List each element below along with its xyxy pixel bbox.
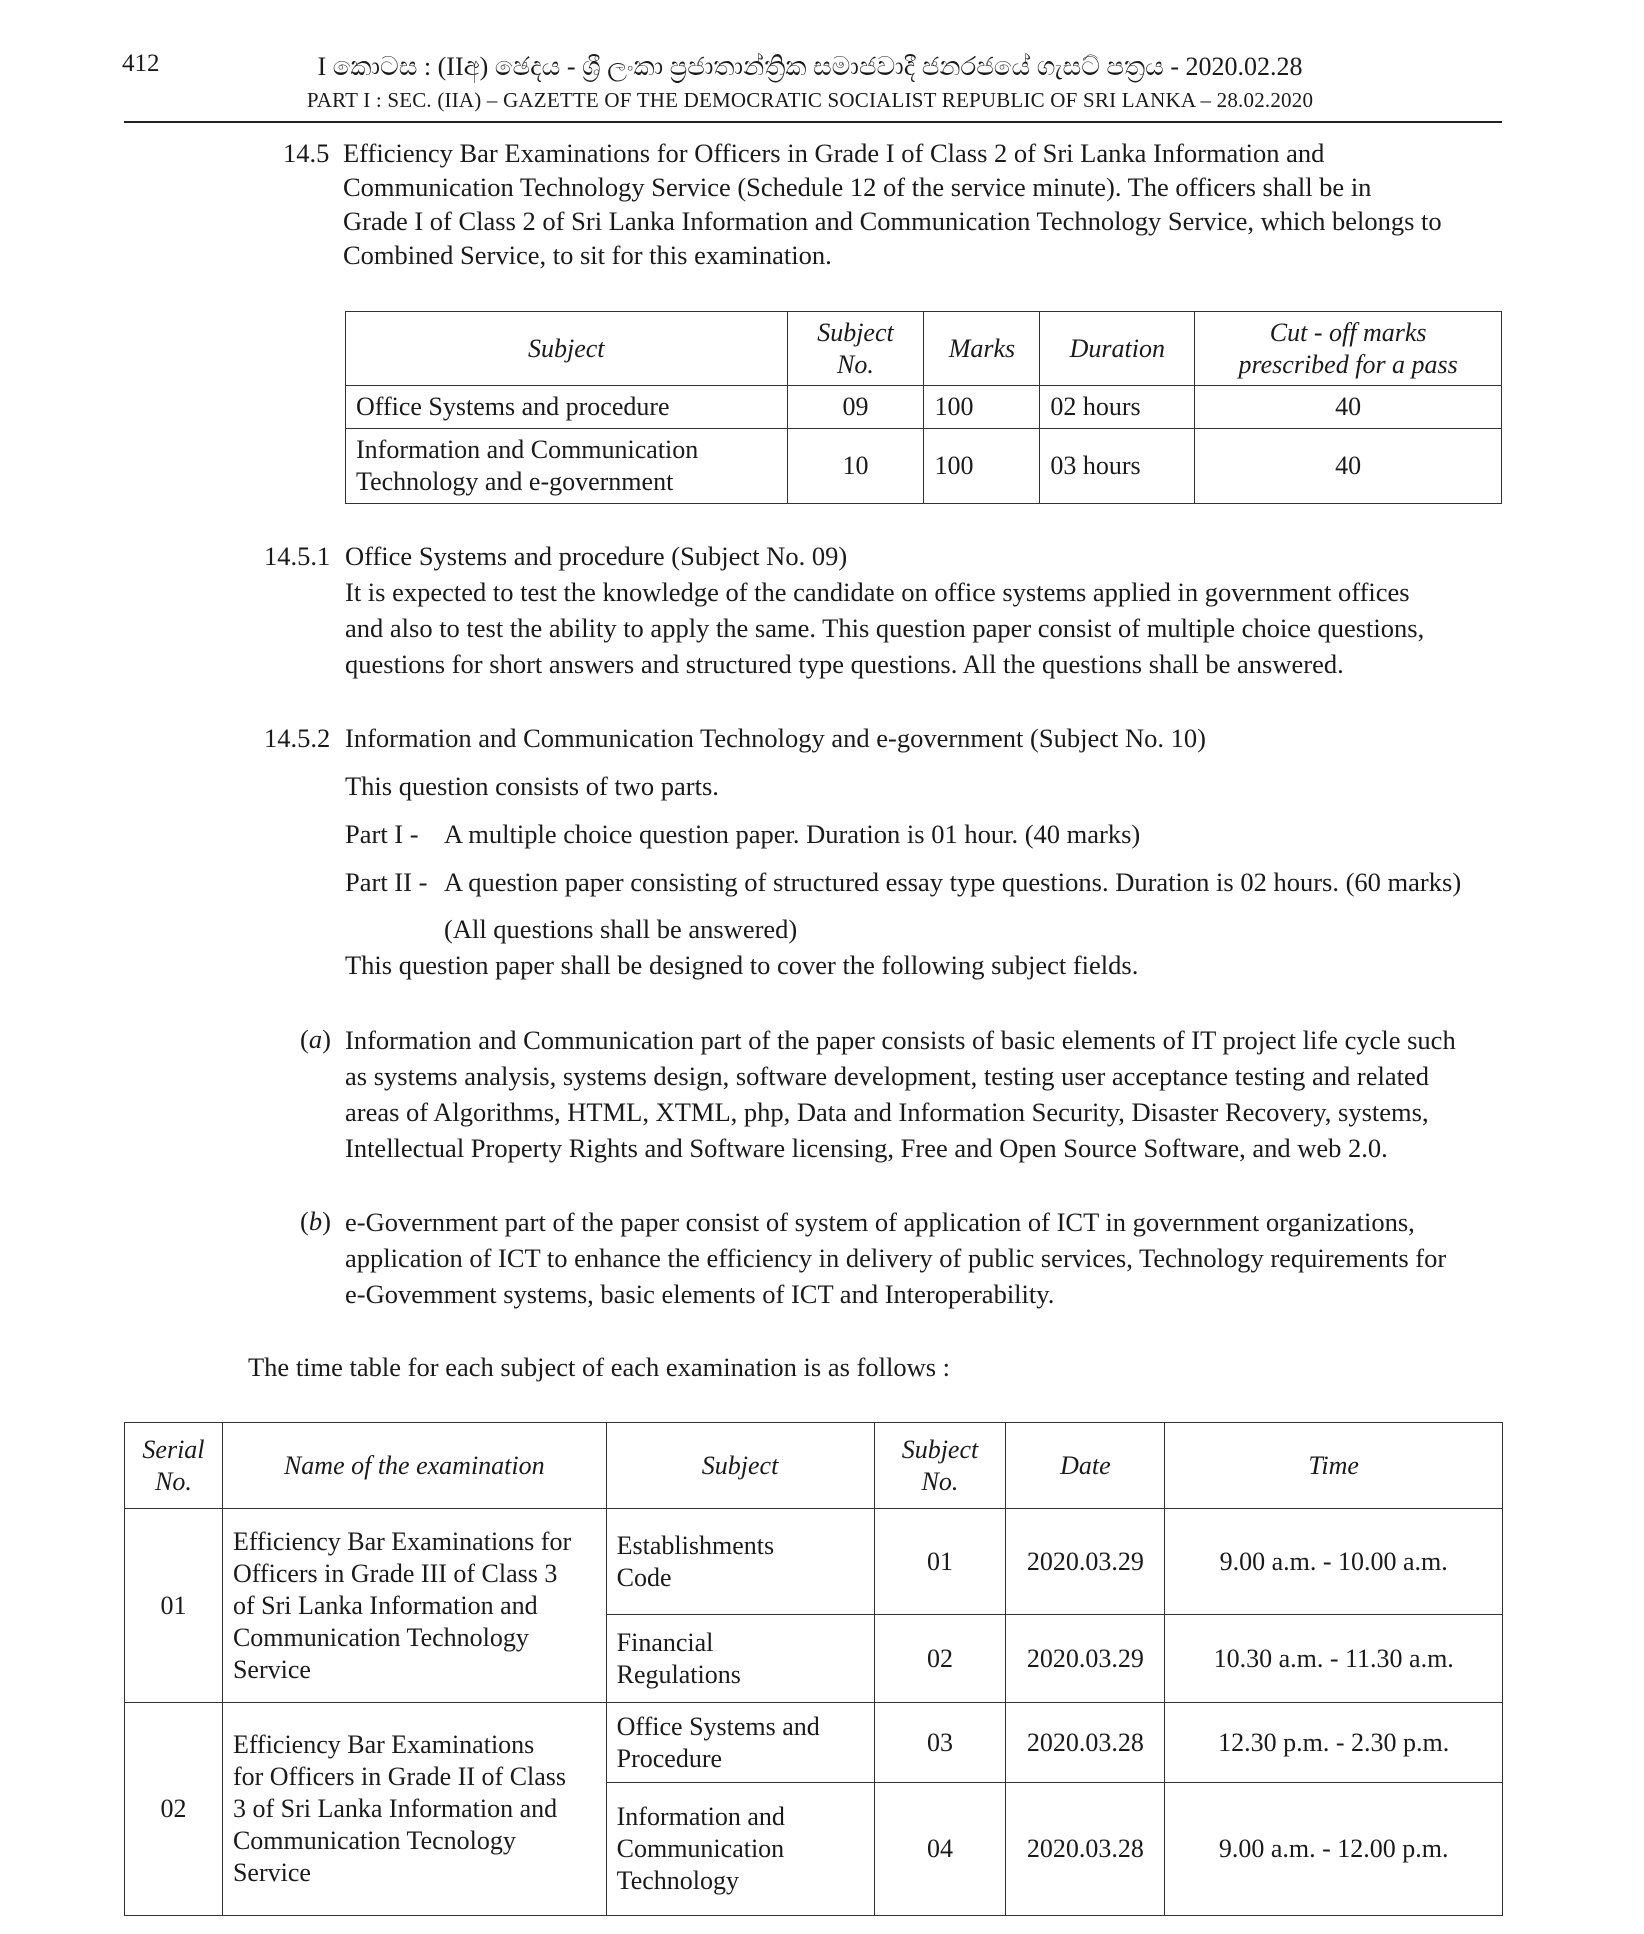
date-cell: 2020.03.29	[1006, 1615, 1165, 1703]
timetable-header-row	[125, 1423, 1503, 1509]
header-duration: Duration	[1040, 312, 1195, 386]
part-2-text: A question paper consisting of structured essay type questions. Duration is 02 hours. (60 marks)	[444, 867, 1462, 897]
header-cutoff: Cut - off marks prescribed for a pass	[1195, 312, 1502, 386]
serial-cell: 02	[125, 1703, 223, 1916]
time-cell: 9.00 a.m. - 10.00 a.m.	[1165, 1509, 1503, 1615]
header-date: Date	[1006, 1423, 1165, 1509]
cutoff-cell: 40	[1195, 386, 1502, 429]
section-14-5-2-title: Information and Communication Technology and e-government (Subject No. 10)	[345, 723, 1206, 753]
text-line: and also to test the ability to apply the same. This question paper consist of multiple choice questions,	[345, 613, 1425, 643]
exam-name-cell: Efficiency Bar Examinations for Officers in Grade II of Class 3 of Sri Lanka Information and Communication Tecnology Service	[222, 1703, 606, 1916]
cutoff-cell: 40	[1195, 429, 1502, 504]
subject-no-cell: 10	[787, 429, 924, 504]
item-a-label: (a)	[300, 1024, 331, 1054]
subject-no-cell: 04	[874, 1783, 1006, 1916]
text-line: e-Government part of the paper consist of system of application of ICT in government organizations,	[345, 1207, 1415, 1237]
section-title: Office Systems and procedure (Subject No. 09)	[345, 541, 848, 571]
table-row	[346, 429, 1502, 504]
section-14-5-2-closing: This question paper shall be designed to cover the following subject fields.	[345, 950, 1139, 980]
gazette-sinhala-title: I කොටස : (IIඅ) ඡෙදය - ශ්‍රී ලංකා ප්‍රජාතාන්ත්‍රික සමාජවාදී ජනරජයේ ගැසට් පත්‍රය - 2020.02.28	[317, 52, 1303, 81]
duration-cell: 03 hours	[1040, 429, 1195, 504]
section-14-5-1-number: 14.5.1	[264, 541, 331, 571]
text-line: questions for short answers and structured type questions. All the questions shall be answered.	[345, 649, 1344, 679]
text-line: as systems analysis, systems design, software development, testing user acceptance testing and related	[345, 1061, 1429, 1091]
header-subject-no: Subject No.	[874, 1423, 1006, 1509]
timetable-intro: The time table for each subject of each examination is as follows :	[248, 1352, 951, 1382]
header-serial: Serial No.	[125, 1423, 223, 1509]
text-line: application of ICT to enhance the efficiency in delivery of public services, Technology requirements for	[345, 1243, 1447, 1273]
text-line: It is expected to test the knowledge of the candidate on office systems applied in government offices	[345, 577, 1410, 607]
header-time: Time	[1165, 1423, 1503, 1509]
time-cell: 10.30 a.m. - 11.30 a.m.	[1165, 1615, 1503, 1703]
item-a-text	[345, 1022, 1503, 1166]
exam-name-cell: Efficiency Bar Examinations for Officers in Grade III of Class 3 of Sri Lanka Information and Communication Technology Service	[222, 1509, 606, 1703]
table-header-row	[346, 312, 1502, 386]
marks-cell: 100	[924, 386, 1040, 429]
text-line: Intellectual Property Rights and Software licensing, Free and Open Source Software, and web 2.0.	[345, 1133, 1388, 1163]
section-14-5-1-text	[345, 539, 1503, 681]
subject-cell: Information and Communication Technology and e-government	[346, 429, 788, 504]
text-line: Combined Service, to sit for this examination.	[343, 240, 832, 270]
subject-cell: Information and Communication Technology	[606, 1783, 874, 1916]
table-row	[125, 1509, 1503, 1615]
serial-cell: 01	[125, 1509, 223, 1703]
date-cell: 2020.03.28	[1006, 1703, 1165, 1783]
header-divider	[124, 121, 1502, 123]
subject-no-cell: 09	[787, 386, 924, 429]
part-2-label: Part II -	[345, 867, 428, 897]
subject-marks-table	[345, 311, 1502, 504]
text-line: Grade I of Class 2 of Sri Lanka Information and Communication Technology Service, which belongs to	[343, 206, 1442, 236]
subject-cell: Office Systems and Procedure	[606, 1703, 874, 1783]
table-row	[125, 1703, 1503, 1783]
section-14-5-number: 14.5	[283, 138, 330, 168]
gazette-english-title: PART I : SEC. (IIA) – GAZETTE OF THE DEMOCRATIC SOCIALIST REPUBLIC OF SRI LANKA – 28.02.2020	[306, 88, 1314, 112]
text-line: Information and Communication part of the paper consists of basic elements of IT project life cycle such	[345, 1025, 1456, 1055]
header-subject-no: Subject No.	[787, 312, 924, 386]
date-cell: 2020.03.28	[1006, 1783, 1165, 1916]
item-b-label: (b)	[300, 1206, 331, 1236]
header-subject: Subject	[606, 1423, 874, 1509]
text-line: Communication Technology Service (Schedule 12 of the service minute). The officers shall be in	[343, 172, 1372, 202]
duration-cell: 02 hours	[1040, 386, 1195, 429]
marks-cell: 100	[924, 429, 1040, 504]
time-cell: 12.30 p.m. - 2.30 p.m.	[1165, 1703, 1503, 1783]
subject-no-cell: 01	[874, 1509, 1006, 1615]
header-subject: Subject	[346, 312, 788, 386]
header-marks: Marks	[924, 312, 1040, 386]
date-cell: 2020.03.29	[1006, 1509, 1165, 1615]
subject-cell: Financial Regulations	[606, 1615, 874, 1703]
text-line: e-Govemment systems, basic elements of ICT and Interoperability.	[345, 1279, 1055, 1309]
subject-cell: Establishments Code	[606, 1509, 874, 1615]
text-line: Efficiency Bar Examinations for Officers in Grade I of Class 2 of Sri Lanka Information and	[343, 138, 1325, 168]
header-exam: Name of the examination	[222, 1423, 606, 1509]
text-line: areas of Algorithms, HTML, XTML, php, Data and Information Security, Disaster Recovery, systems,	[345, 1097, 1429, 1127]
section-14-5-text	[343, 136, 1503, 272]
time-cell: 9.00 a.m. - 12.00 p.m.	[1165, 1783, 1503, 1916]
item-b-text	[345, 1204, 1503, 1312]
section-14-5-2-intro: This question consists of two parts.	[345, 771, 719, 801]
part-2-note: (All questions shall be answered)	[444, 914, 798, 944]
part-1-text: A multiple choice question paper. Duration is 01 hour. (40 marks)	[444, 819, 1141, 849]
subject-no-cell: 03	[874, 1703, 1006, 1783]
exam-timetable	[124, 1422, 1503, 1916]
part-1-label: Part I -	[345, 819, 419, 849]
table-row	[346, 386, 1502, 429]
subject-no-cell: 02	[874, 1615, 1006, 1703]
subject-cell: Office Systems and procedure	[346, 386, 788, 429]
page-number: 412	[122, 50, 160, 77]
section-14-5-2-number: 14.5.2	[264, 723, 331, 753]
